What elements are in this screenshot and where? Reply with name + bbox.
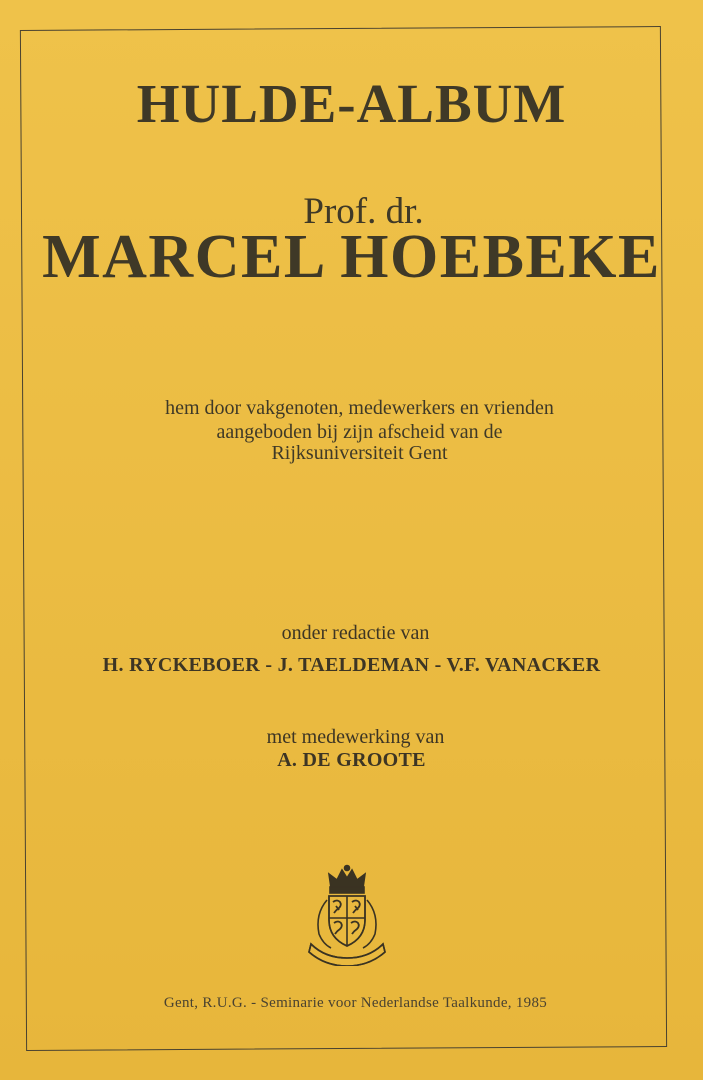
cover-title: HULDE-ALBUM (136, 73, 567, 134)
subtitle-line: aangeboden bij zijn afscheid van de (216, 421, 503, 443)
university-coat-of-arms-icon (305, 862, 389, 966)
collaborator-name: A. DE GROOTE (277, 749, 426, 771)
editors-label: onder redactie van (281, 622, 430, 644)
honoree-name: MARCEL HOEBEKE (42, 223, 661, 291)
imprint-line: Gent, R.U.G. - Seminarie voor Nederlandse Taalkunde, 1985 (163, 995, 548, 1011)
subtitle-line: Rijksuniversiteit Gent (271, 442, 448, 464)
editors-names: H. RYCKEBOER - J. TAELDEMAN - V.F. VANACKER (102, 654, 601, 676)
subtitle-line: hem door vakgenoten, medewerkers en vrienden (165, 397, 554, 419)
collaboration-label: met medewerking van (266, 726, 445, 748)
honoree-prefix: Prof. dr. (303, 191, 424, 232)
